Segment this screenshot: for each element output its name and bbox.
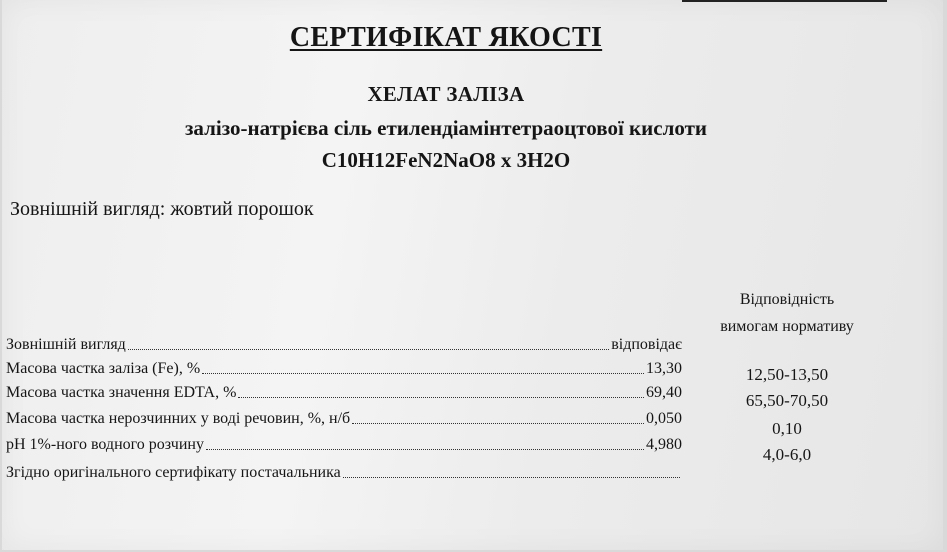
row-label: Згідно оригінального сертифікату постачальника [6,464,341,481]
row-value: 0,050 [646,410,682,427]
norm-column-header [692,286,882,340]
row-norm: 12,50-13,50 [745,365,829,384]
row-norm: 4,0-6,0 [762,445,812,464]
table-row [6,432,682,454]
product-name: ХЕЛАТ ЗАЛІЗА [367,82,525,106]
top-rule [682,0,887,2]
appearance-note: Зовнішній вигляд: жовтий порошок [10,198,314,220]
dot-leader [343,477,680,478]
norm-header-line-2: вимогам нормативу [720,318,854,335]
norm-header-line-1: Відповідність [739,291,835,308]
table-row [6,380,682,402]
table-row [6,332,682,354]
row-norm: 65,50-70,50 [745,391,829,410]
dot-leader [202,373,644,374]
row-value: 4,980 [646,436,682,453]
row-label: Масова частка заліза (Fe), % [6,360,201,377]
row-value: відповідає [611,336,682,353]
row-value: 13,30 [646,360,682,377]
table-row [6,406,682,428]
row-label: pH 1%-ного водного розчину [6,436,204,453]
row-value: 69,40 [646,384,682,401]
dot-leader [238,397,644,398]
dot-leader [352,423,644,424]
certificate-title: СЕРТИФІКАТ ЯКОСТІ [289,22,603,53]
row-label: Масова частка нерозчинних у воді речовин, %, н/б [6,410,351,427]
table-row [6,460,682,482]
row-label: Масова частка значення EDTA, % [6,384,237,401]
table-row [6,356,682,378]
row-label: Зовнішній вигляд [6,336,126,353]
product-description: залізо-натрієва сіль етилендіамінтетраоцтової кислоти [184,116,707,140]
dot-leader [128,349,609,350]
certificate-sheet [2,0,943,550]
dot-leader [206,449,644,450]
product-formula: C10H12FeN2NaO8 x 3H2O [321,148,571,172]
row-norm: 0,10 [772,419,802,438]
